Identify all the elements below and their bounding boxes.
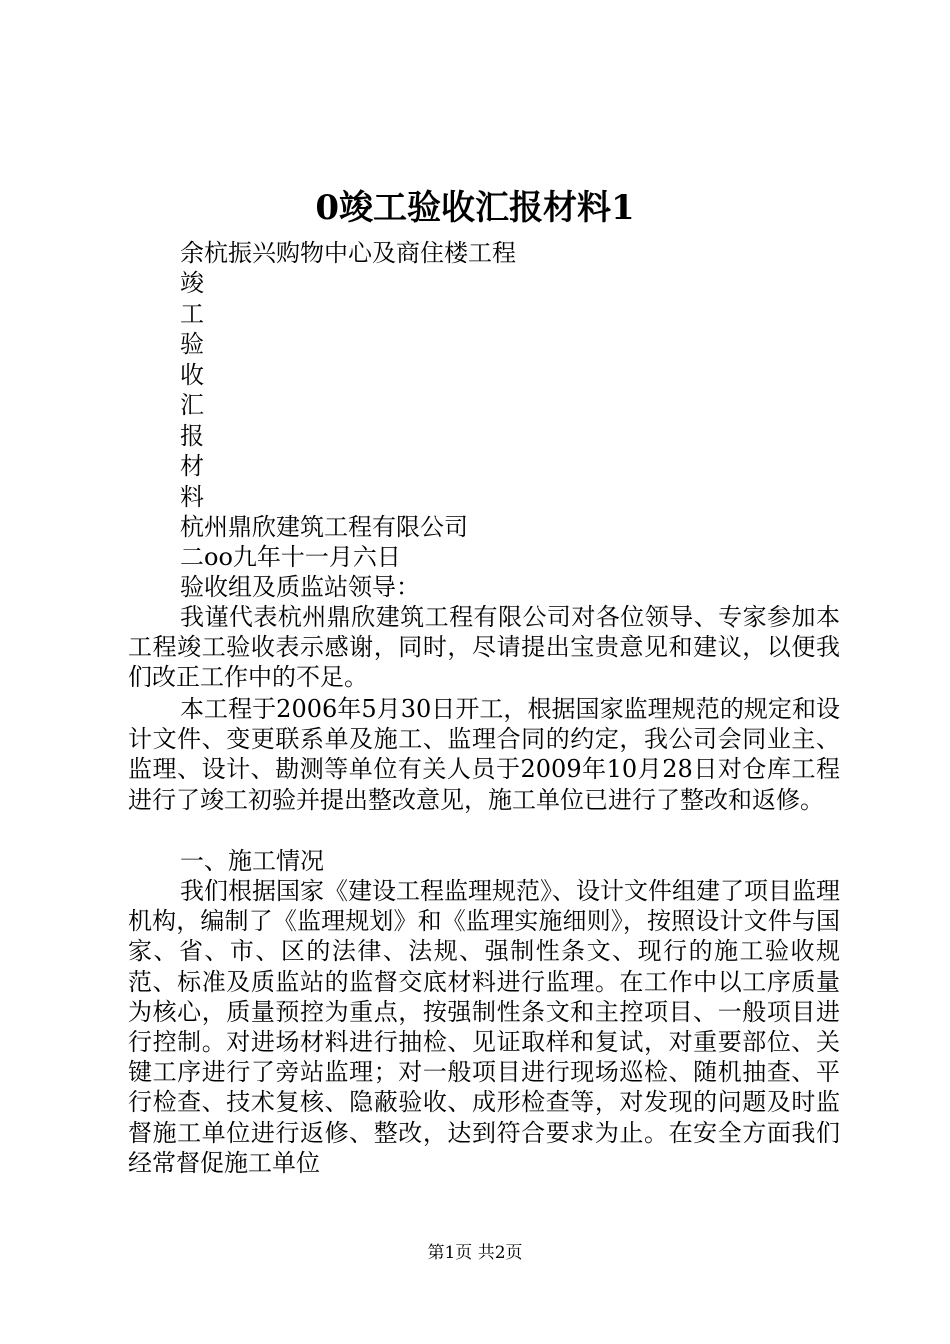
- vertical-title-char: 工: [180, 300, 204, 328]
- salutation: 验收组及质监站领导：: [180, 573, 420, 601]
- project-name: 余杭振兴购物中心及商住楼工程: [180, 239, 516, 267]
- vertical-title-char: 收: [180, 361, 204, 389]
- section-heading: 一、施工情况: [180, 847, 324, 875]
- vertical-title-char: 料: [180, 483, 204, 511]
- vertical-title-char: 材: [180, 452, 204, 480]
- paragraph: 本工程于2006年5月30日开工，根据国家监理规范的规定和设计文件、变更联系单及施工、监理合同的约定，我公司会同业主、监理、设计、勘测等单位有关人员于2009年10月28日对仓库工程进行了竣工初验并提出整改意见，施工单位已进行了整改和返修。: [128, 695, 840, 814]
- document-date: 二oo九年十一月六日: [180, 543, 401, 571]
- vertical-title-char: 验: [180, 330, 204, 358]
- company-name: 杭州鼎欣建筑工程有限公司: [180, 513, 468, 541]
- paragraph: 我谨代表杭州鼎欣建筑工程有限公司对各位领导、专家参加本工程竣工验收表示感谢，同时，尽请提出宝贵意见和建议，以便我们改正工作中的不足。: [128, 603, 840, 692]
- vertical-title-char: 汇: [180, 391, 204, 419]
- vertical-title-char: 报: [180, 422, 204, 450]
- document-title: 0竣工验收汇报材料1: [315, 188, 635, 228]
- section-paragraph: 我们根据国家《建设工程监理规范》、设计文件组建了项目监理机构，编制了《监理规划》和《监理实施细则》，按照设计文件与国家、省、市、区的法律、法规、强制性条文、现行的施工验收规范、标准及质监站的监督交底材料进行监理。在工作中以工序质量为核心，质量预控为重点，按强制性条文和主控项目、一般项目进行控制。对进场材料进行抽检、见证取样和复试，对重要部位、关键工序进行了旁站监理；对一般项目进行现场巡检、随机抽查、平行检查、技术复核、隐蔽验收、成形检查等，对发现的问题及时监督施工单位进行返修、整改，达到符合要求为止。在安全方面我们经常督促施工单位: [128, 877, 840, 1177]
- vertical-title-char: 竣: [180, 269, 204, 297]
- page-number: 第1页 共2页: [427, 1243, 523, 1263]
